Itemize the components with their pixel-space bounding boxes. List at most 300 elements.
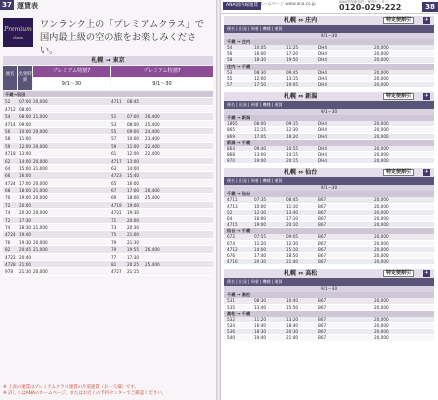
table-cell: 21,000 — [33, 114, 48, 120]
route-name: 札幌 ⇔ 仙台 — [284, 169, 318, 177]
table-cell: 20:30 — [127, 225, 140, 231]
table-cell: 12:00 — [19, 143, 32, 149]
table-cell: B67 — [318, 329, 327, 335]
table-cell: 54 — [227, 45, 233, 50]
table-cell: 20,000 — [374, 246, 389, 252]
table-cell: 10:40 — [286, 298, 299, 304]
plane-icon: ✈ — [424, 270, 429, 277]
table-cell: 19:00 — [19, 195, 32, 201]
table-cell: 535 — [227, 304, 235, 310]
table-cell: 08:30 — [254, 298, 267, 304]
column-labels: 便名 | 出発 | 到着 | 機種 | 運賃 — [227, 102, 283, 108]
table-cell: 65 — [111, 180, 117, 186]
table-cell: 19:05 — [286, 81, 299, 87]
table-row — [3, 98, 213, 105]
table-cell: 12:30 — [286, 127, 299, 133]
right-page — [221, 0, 438, 400]
table-row — [3, 194, 213, 201]
table-cell: B67 — [318, 209, 327, 215]
table-cell: 23,400 — [145, 136, 160, 142]
table-cell: 11:20 — [254, 240, 267, 246]
table-cell: 21,000 — [33, 188, 48, 194]
table-cell: 20,000 — [33, 195, 48, 201]
table-row — [3, 150, 213, 157]
col-fare-b: プレミアム特割7 — [111, 66, 213, 77]
table-cell: 21:15 — [127, 269, 140, 275]
table-cell: 15:10 — [286, 246, 299, 252]
table-row — [3, 172, 213, 179]
table-cell: DH4 — [318, 57, 328, 63]
table-cell: 67 — [111, 188, 117, 194]
route-section — [224, 16, 434, 88]
table-row — [3, 268, 213, 275]
table-cell: DH4 — [318, 145, 328, 151]
table-cell: 21,000 — [33, 165, 48, 171]
section-columns — [224, 25, 434, 33]
table-cell: DH4 — [318, 51, 328, 57]
group-label-text: 千歳 → 高松 — [227, 292, 251, 298]
table-cell: 20,000 — [374, 329, 389, 335]
group-label-text: 千歳 → 新潟 — [227, 115, 251, 121]
table-cell: 16:00 — [19, 173, 32, 179]
section-period: 9/1〜30 — [224, 33, 434, 39]
table-cell: 20,000 — [33, 180, 48, 186]
table-cell: 21:00 — [19, 261, 32, 267]
premium-logo — [3, 18, 33, 47]
table-cell: 57 — [227, 81, 233, 87]
table-cell: 72 — [5, 202, 11, 208]
header-url: ホームページ www.ana.co.jp — [259, 1, 316, 6]
table-cell: 17:00 — [127, 188, 140, 194]
table-cell: 09:15 — [286, 121, 299, 127]
table-cell: 13:15 — [286, 75, 299, 81]
table-cell: 79 — [111, 247, 117, 253]
table-cell: 20:45 — [19, 247, 32, 253]
table-cell: 869 — [227, 133, 235, 139]
table-cell: 18:40 — [286, 322, 299, 328]
col-fare-a: プレミアム特割7 — [33, 66, 110, 77]
table-cell: 63 — [111, 165, 117, 171]
table-cell: 74 — [5, 225, 11, 231]
table-row — [224, 158, 434, 164]
table-cell: 25,400 — [145, 195, 160, 201]
table-cell: 20,000 — [374, 234, 389, 240]
table-cell: 20,000 — [33, 210, 48, 216]
table-cell: DH4 — [318, 133, 328, 139]
table-cell: 09:05 — [286, 234, 299, 240]
table-row — [3, 143, 213, 150]
table-cell: B67 — [318, 234, 327, 240]
table-cell: 14:00 — [127, 165, 140, 171]
table-cell: 20,000 — [33, 99, 48, 105]
table-cell: 08:00 — [19, 106, 32, 112]
table-cell: 58 — [227, 57, 233, 63]
table-cell: 07:00 — [127, 114, 140, 120]
table-cell: 13:00 — [19, 151, 32, 157]
table-cell: 08:00 — [254, 121, 267, 127]
table-cell: 07:00 — [19, 99, 32, 105]
fare-table-header — [3, 66, 213, 90]
table-row — [3, 217, 213, 224]
table-cell: 70 — [5, 195, 11, 201]
table-cell: 61 — [111, 151, 117, 157]
table-cell: 53 — [111, 121, 117, 127]
table-cell: B67 — [318, 316, 327, 322]
table-cell: 16:00 — [127, 180, 140, 186]
table-cell: 69 — [111, 195, 117, 201]
table-cell: 20,000 — [374, 57, 389, 63]
column-labels: 便名 | 出発 | 到着 | 機種 | 運賃 — [227, 178, 283, 184]
table-cell: 18:30 — [254, 57, 267, 63]
group-label-text: 仙台 → 千歳 — [227, 228, 251, 234]
table-cell: 17:20 — [286, 51, 299, 57]
table-cell: 52 — [227, 209, 233, 215]
table-cell: 12:00 — [254, 75, 267, 81]
table-cell: 868 — [227, 151, 235, 157]
table-cell: 08:30 — [254, 69, 267, 75]
plane-icon: ✈ — [424, 93, 429, 100]
table-cell: 20:10 — [286, 222, 299, 228]
table-cell: 20,000 — [374, 133, 389, 139]
table-cell: 16:00 — [254, 215, 267, 221]
table-cell: 676 — [227, 252, 235, 258]
table-row — [3, 231, 213, 238]
table-cell: 11:25 — [286, 45, 299, 50]
table-cell: 21:30 — [127, 239, 140, 245]
table-cell: 540 — [227, 335, 235, 341]
table-cell: 19:40 — [254, 335, 267, 341]
section-title — [224, 168, 434, 177]
table-cell: B67 — [318, 252, 327, 258]
route-name: 札幌 ⇔ 新潟 — [284, 93, 318, 101]
table-cell: 21:40 — [286, 335, 299, 341]
table-row — [3, 261, 213, 268]
table-cell: DH4 — [318, 127, 328, 133]
table-cell: 56 — [227, 51, 233, 57]
plane-icon: ✈ — [424, 169, 429, 176]
header-phone: 0120-029-222 — [339, 3, 402, 12]
table-row — [3, 239, 213, 246]
table-cell: 19:40 — [19, 232, 32, 238]
table-cell: 26,400 — [145, 114, 160, 120]
table-row — [224, 335, 434, 341]
table-cell: 1865 — [227, 121, 238, 127]
table-cell: 19:50 — [286, 57, 299, 63]
table-cell: 13:40 — [286, 209, 299, 215]
table-row — [3, 158, 213, 165]
table-cell: 24,400 — [145, 128, 160, 134]
table-cell: DH4 — [318, 121, 328, 127]
table-cell: B67 — [318, 304, 327, 310]
table-cell: 12:30 — [254, 209, 267, 215]
table-row — [3, 113, 213, 120]
table-cell: 10:05 — [254, 45, 267, 50]
table-cell: 21:40 — [286, 259, 299, 265]
table-cell: 20,000 — [374, 335, 389, 341]
column-labels: 便名 | 出発 | 到着 | 機種 | 運賃 — [227, 279, 283, 285]
fare-table-body — [3, 91, 213, 276]
table-cell: 11:10 — [286, 203, 299, 209]
section-period: 9/1〜30 — [224, 185, 434, 191]
table-cell: 18:30 — [254, 329, 267, 335]
route-name: 札幌 ⇔ 高松 — [284, 270, 318, 278]
table-cell: 4719 — [111, 202, 122, 208]
table-subheader — [3, 91, 213, 98]
subheader-label: 千歳→羽田 — [5, 92, 26, 97]
table-cell: 18:20 — [286, 133, 299, 139]
table-row — [3, 202, 213, 209]
fare-name: 特定便割引 — [383, 93, 414, 100]
group-label-text: 千歳 → 仙台 — [227, 191, 251, 197]
table-cell: 864 — [227, 145, 235, 151]
table-cell: 17:30 — [127, 254, 140, 260]
table-row — [3, 254, 213, 261]
table-row — [3, 135, 213, 142]
table-cell: 20,000 — [374, 240, 389, 246]
table-cell: 17:50 — [254, 81, 267, 87]
table-cell: 51 — [111, 114, 117, 120]
table-cell: 09:45 — [286, 69, 299, 75]
table-cell: 20,000 — [374, 145, 389, 151]
table-cell: 4715 — [227, 222, 238, 228]
table-cell: B67 — [318, 215, 327, 221]
table-cell: B67 — [318, 222, 327, 228]
right-header — [221, 0, 438, 14]
table-cell: 77 — [111, 254, 117, 260]
table-cell: DH4 — [318, 69, 328, 75]
table-cell: B67 — [318, 335, 327, 341]
group-label-text: 高松 → 千歳 — [227, 310, 251, 316]
table-cell: 16:40 — [254, 322, 267, 328]
table-cell: 53 — [227, 69, 233, 75]
table-cell: 14:15 — [286, 151, 299, 157]
table-cell: 4722 — [5, 254, 16, 260]
table-cell: 19:30 — [127, 210, 140, 216]
table-cell: 08:45 — [127, 99, 140, 105]
table-cell: 22,400 — [145, 143, 160, 149]
table-cell: 20,000 — [374, 203, 389, 209]
table-cell: 19:00 — [254, 222, 267, 228]
table-cell: 534 — [227, 322, 235, 328]
table-cell: 10:00 — [254, 203, 267, 209]
table-cell: 09:40 — [254, 145, 267, 151]
page-number: 37 — [0, 0, 14, 10]
fare-name: 特定便割引 — [383, 169, 414, 176]
table-cell: 10:00 — [127, 136, 140, 142]
table-cell: 20:30 — [254, 259, 267, 265]
plane-icon: ✈ — [424, 17, 429, 23]
table-cell: 13:00 — [254, 151, 267, 157]
table-cell: B67 — [318, 322, 327, 328]
table-row — [224, 82, 434, 88]
header-small: ANA国内線予約・案内センター — [339, 0, 389, 4]
table-cell: 79 — [111, 239, 117, 245]
logo-text: Premium — [4, 26, 32, 33]
table-cell: B67 — [318, 197, 327, 203]
table-cell: DH4 — [318, 75, 328, 81]
table-cell: 55 — [111, 128, 117, 134]
col-flight: 便名 — [3, 66, 17, 90]
section-period: 9/1〜30 — [224, 286, 434, 292]
table-cell: 4711 — [111, 99, 122, 105]
table-cell: 08:00 — [127, 121, 140, 127]
table-cell: 17:00 — [19, 180, 32, 186]
table-cell: B67 — [318, 203, 327, 209]
table-cell: 4716 — [227, 259, 238, 265]
table-cell: 4713 — [227, 203, 238, 209]
table-cell: 13:00 — [127, 158, 140, 164]
left-page — [0, 0, 216, 400]
table-cell: 11:15 — [254, 127, 267, 133]
table-cell: 20,000 — [374, 209, 389, 215]
table-cell: 20,000 — [374, 75, 389, 81]
table-cell: 4721 — [111, 210, 122, 216]
table-cell: 26,400 — [145, 247, 160, 253]
fare-name: 特定便割引 — [383, 17, 414, 24]
table-row — [3, 121, 213, 128]
table-cell: 68 — [5, 188, 11, 194]
table-cell: 17:40 — [254, 252, 267, 258]
group-label-text: 新潟 → 千歳 — [227, 139, 251, 145]
table-row — [3, 246, 213, 253]
note-1: ※ 上表の運賃はプレミアムクラス運賃の片道運賃（お一人様）です。 — [3, 385, 139, 390]
section-columns — [224, 101, 434, 109]
table-row — [224, 259, 434, 265]
table-cell: 52 — [5, 99, 11, 105]
section-title — [224, 269, 434, 278]
table-cell: 20,000 — [374, 304, 389, 310]
col-fare-a-period: 9/1〜30 — [33, 78, 110, 90]
table-cell: 20:40 — [19, 254, 32, 260]
table-cell: 20,000 — [374, 121, 389, 127]
table-cell: DH4 — [318, 151, 328, 157]
table-cell: 71 — [111, 217, 117, 223]
table-cell: B67 — [318, 259, 327, 265]
table-cell: DH4 — [318, 45, 328, 50]
section-title — [224, 92, 434, 101]
table-cell: 20,000 — [374, 252, 389, 258]
route-section — [224, 269, 434, 341]
table-cell: 20,000 — [374, 259, 389, 265]
table-cell: 978 — [5, 269, 13, 275]
table-cell: 11:00 — [19, 136, 32, 142]
table-row — [3, 180, 213, 187]
table-cell: 15:00 — [19, 165, 32, 171]
table-cell: 17:10 — [286, 215, 299, 221]
table-cell: 74 — [5, 210, 11, 216]
table-cell: 20:25 — [127, 261, 140, 267]
table-cell: 870 — [227, 158, 235, 164]
table-cell: 59 — [111, 143, 117, 149]
table-cell: 4718 — [5, 151, 16, 157]
table-cell: 20,000 — [374, 298, 389, 304]
table-cell: 15:50 — [286, 304, 299, 310]
table-cell: 20,000 — [374, 322, 389, 328]
table-cell: 20:30 — [286, 329, 299, 335]
page-title: 運賃表 — [17, 2, 38, 10]
table-cell: 20,000 — [374, 222, 389, 228]
table-cell: 4723 — [111, 173, 122, 179]
table-cell: 14:00 — [19, 158, 32, 164]
table-cell: 20,000 — [33, 158, 48, 164]
table-cell: 81 — [111, 261, 117, 267]
table-cell: 11:00 — [127, 143, 140, 149]
table-cell: 20,000 — [374, 81, 389, 87]
section-columns — [224, 177, 434, 185]
table-cell: 19:55 — [127, 247, 140, 253]
table-cell: 82 — [5, 247, 11, 253]
table-cell: B67 — [318, 240, 327, 246]
route-name: 札幌 ⇔ 庄内 — [284, 17, 318, 24]
table-cell: 4724 — [5, 180, 16, 186]
route-section — [224, 92, 434, 164]
footnotes — [3, 385, 213, 397]
table-cell: 20:00 — [127, 217, 140, 223]
table-cell: 59 — [5, 143, 11, 149]
table-cell: 4724 — [5, 232, 16, 238]
table-cell: 20,000 — [374, 215, 389, 221]
table-cell: 531 — [227, 298, 235, 304]
table-cell: B67 — [318, 298, 327, 304]
fare-name: 特定便割引 — [383, 270, 414, 277]
table-cell: 12:00 — [127, 151, 140, 157]
table-cell: 19:00 — [254, 158, 267, 164]
table-cell: 13:40 — [254, 304, 267, 310]
table-cell: 20:00 — [19, 202, 32, 208]
table-cell: 17:05 — [254, 133, 267, 139]
section-title — [224, 16, 434, 25]
table-cell: 09:00 — [19, 121, 32, 127]
table-cell: 76 — [5, 239, 11, 245]
table-cell: 20,000 — [374, 51, 389, 57]
table-cell: 4714 — [5, 121, 16, 127]
table-cell: 21,000 — [33, 247, 48, 253]
table-cell: 64 — [5, 165, 11, 171]
table-cell: 4711 — [227, 197, 238, 203]
table-cell: 72 — [5, 217, 11, 223]
table-cell: 674 — [227, 240, 235, 246]
table-cell: 20,000 — [374, 69, 389, 75]
table-cell: 21:00 — [127, 232, 140, 238]
table-cell: 19:00 — [127, 202, 140, 208]
table-cell: 11:20 — [254, 316, 267, 322]
table-row — [3, 224, 213, 231]
table-row — [3, 106, 213, 113]
table-cell: 12:30 — [286, 240, 299, 246]
table-cell: 66 — [5, 173, 11, 179]
table-row — [3, 128, 213, 135]
table-cell: 56 — [5, 128, 11, 134]
table-cell: 54 — [5, 114, 11, 120]
table-cell: 57 — [111, 136, 117, 142]
catchphrase: ワンランク上の「プレミアムクラス」で国内最上級の空の旅をお楽しみください。 — [40, 19, 204, 56]
table-cell: 26,400 — [145, 188, 160, 194]
table-cell: 20,000 — [374, 316, 389, 322]
column-labels: 便名 | 出発 | 到着 | 機種 | 運賃 — [227, 26, 283, 31]
table-cell: 865 — [227, 127, 235, 133]
table-row — [3, 209, 213, 216]
group-label-text: 庄内 → 千歳 — [227, 63, 251, 69]
table-cell: 08:00 — [19, 114, 32, 120]
col-fare-b-period: 9/1〜30 — [111, 78, 213, 90]
table-row — [3, 165, 213, 172]
table-cell: 20,000 — [374, 197, 389, 203]
table-cell: 15:40 — [127, 173, 140, 179]
table-cell: 55 — [227, 75, 233, 81]
table-cell: 09:00 — [127, 128, 140, 134]
table-cell: 18:50 — [286, 252, 299, 258]
table-cell: 22,400 — [145, 151, 160, 157]
